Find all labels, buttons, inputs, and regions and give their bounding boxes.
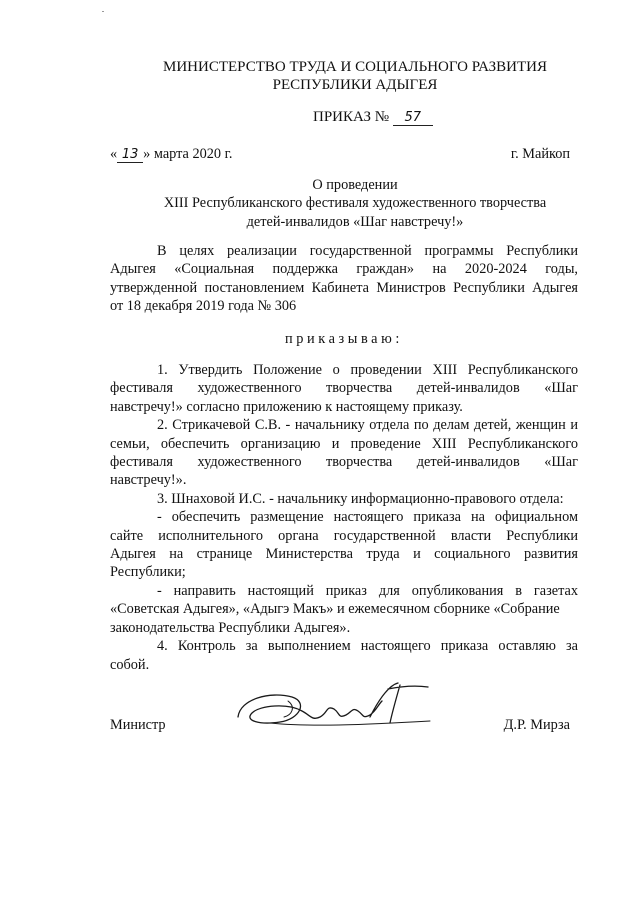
preamble-line-2: Адыгея «Социальная поддержка граждан» на 2020-2024 годы, bbox=[110, 261, 578, 278]
item-2-line-4: навстречу!». bbox=[110, 472, 187, 489]
subject-line-2: XIII Республиканского фестиваля художественного творчества bbox=[163, 195, 547, 212]
scan-mark bbox=[102, 11, 104, 12]
minister-title: Министр bbox=[110, 717, 166, 733]
ministry-line-2: РЕСПУБЛИКИ АДЫГЕЯ bbox=[272, 77, 438, 93]
order-subject bbox=[90, 176, 620, 231]
subject-line-1: О проведении bbox=[312, 177, 398, 193]
item-3-line-5: Республики; bbox=[110, 564, 186, 581]
item-3-line-8: законодательства Республики Адыгея». bbox=[110, 619, 351, 636]
city: г. Майкоп bbox=[510, 146, 570, 162]
item-2-line-1: 2. Стрикачевой С.В. - начальнику отдела по делам детей, женщин и bbox=[157, 417, 578, 434]
ministry-line-1: МИНИСТЕРСТВО ТРУДА И СОЦИАЛЬНОГО РАЗВИТИЯ bbox=[163, 59, 547, 75]
subject-line-3: детей-инвалидов «Шаг навстречу!» bbox=[246, 213, 464, 230]
date-open-quote: « bbox=[110, 146, 118, 162]
item-4-line-2: собой. bbox=[110, 656, 150, 673]
item-2-line-2: семьи, обеспечить организацию и проведение XIII Республиканского bbox=[110, 435, 578, 452]
order-date bbox=[110, 145, 232, 163]
preamble-line-3: утвержденной постановлением Кабинета Министров Республики Адыгея bbox=[110, 279, 578, 296]
order-title bbox=[313, 108, 433, 126]
ministry-header bbox=[90, 58, 620, 94]
item-3-line-1: 3. Шнаховой И.С. - начальнику информационно-правового отдела: bbox=[157, 490, 564, 507]
item-3-line-6: - направить настоящий приказ для опубликования в газетах bbox=[157, 582, 578, 599]
item-3-line-7: «Советская Адыгея», «Адыгэ Макъ» и ежемесячном сборнике «Собрание bbox=[110, 601, 560, 618]
order-label: ПРИКАЗ № bbox=[313, 109, 390, 125]
item-1-line-3: навстречу!» согласно приложению к настоящему приказу. bbox=[110, 398, 463, 415]
item-1-line-2: фестиваля художественного творчества детей-инвалидов «Шаг bbox=[110, 380, 578, 397]
order-number: 57 bbox=[393, 111, 433, 126]
order-items bbox=[110, 361, 578, 674]
item-3-line-2: - обеспечить размещение настоящего приказа на официальном bbox=[157, 509, 578, 526]
preamble bbox=[110, 242, 578, 316]
signature-block bbox=[0, 705, 640, 745]
item-2-line-3: фестиваля художественного творчества детей-инвалидов «Шаг bbox=[110, 454, 578, 471]
preamble-line-4: от 18 декабря 2019 года № 306 bbox=[110, 298, 297, 315]
date-day: 13 bbox=[117, 148, 143, 163]
item-4-line-1: 4. Контроль за выполнением настоящего приказа оставляю за bbox=[157, 638, 578, 655]
orders-word: приказываю: bbox=[285, 331, 403, 347]
minister-name: Д.Р. Мирза bbox=[503, 717, 570, 733]
preamble-line-1: В целях реализации государственной программы Республики bbox=[157, 243, 578, 259]
item-3-line-3: сайте исполнительного органа государственной власти Республики bbox=[110, 527, 578, 544]
date-month-year: » марта 2020 г. bbox=[143, 146, 233, 162]
handwritten-signature bbox=[230, 677, 435, 747]
item-3-line-4: Адыгея на странице Министерства труда и социального развития bbox=[110, 546, 578, 563]
item-1-line-1: 1. Утвердить Положение о проведении XIII Республиканского bbox=[157, 362, 578, 378]
